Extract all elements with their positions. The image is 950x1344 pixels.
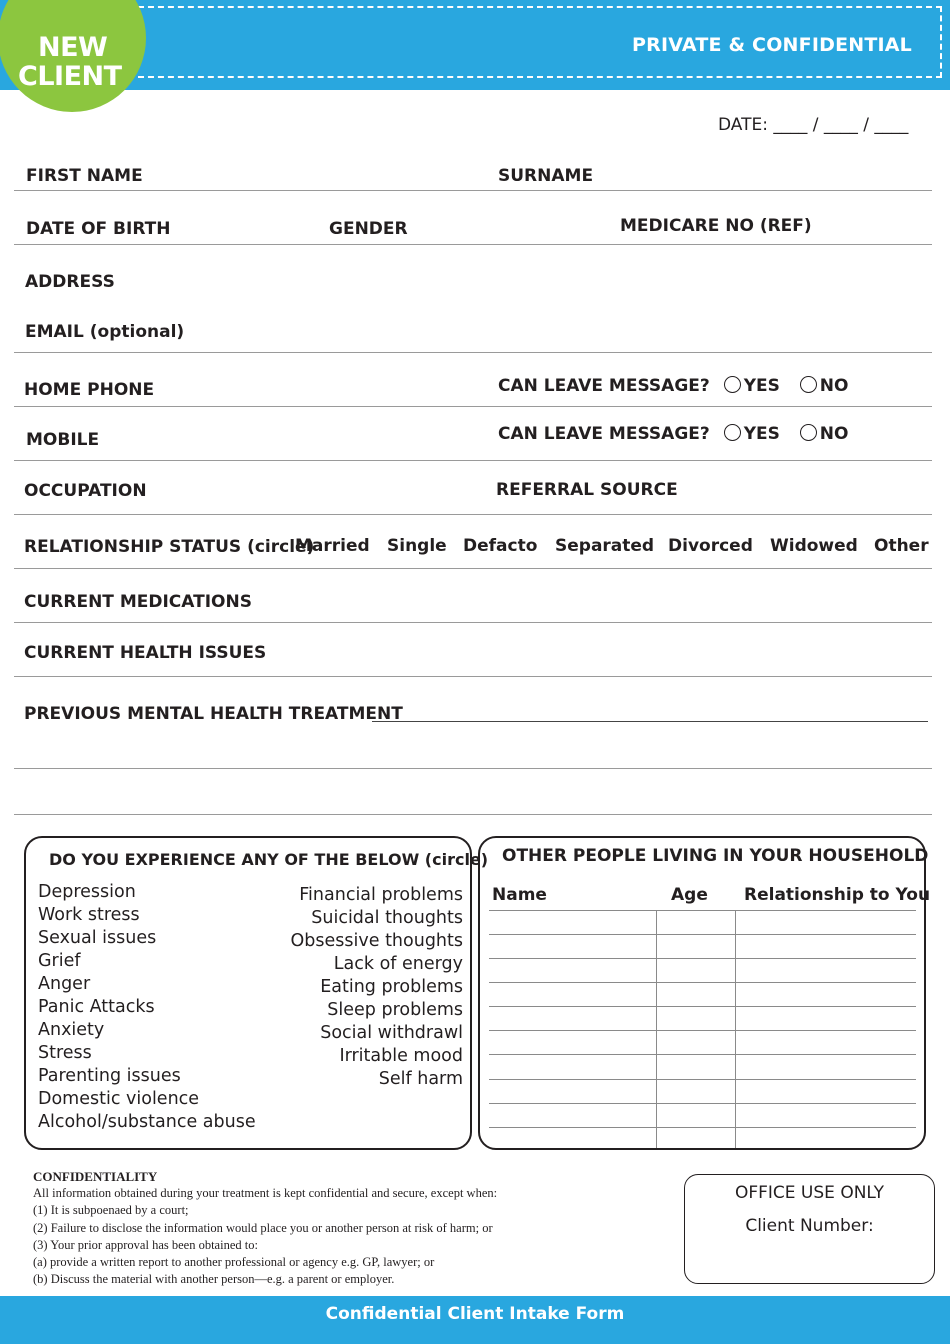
symptom-grief[interactable]: Grief [38, 951, 81, 971]
previous-treatment-line-3[interactable] [14, 814, 932, 815]
header-dashed-border-right [940, 6, 942, 78]
occupation-label: OCCUPATION [24, 481, 147, 501]
current-medications-line[interactable] [14, 622, 932, 623]
symptom-anxiety[interactable]: Anxiety [38, 1020, 105, 1040]
previous-treatment-inline-line[interactable] [372, 721, 928, 722]
home-phone-label: HOME PHONE [24, 380, 155, 400]
current-health-issues-label: CURRENT HEALTH ISSUES [24, 643, 267, 663]
household-row[interactable] [489, 958, 916, 959]
client-number-label[interactable]: Client Number: [745, 1216, 874, 1236]
relationship-option-separated[interactable]: Separated [555, 536, 655, 556]
symptom-domestic-violence[interactable]: Domestic violence [38, 1089, 200, 1109]
symptoms-title: DO YOU EXPERIENCE ANY OF THE BELOW (circle) [49, 850, 489, 869]
dob-label: DATE OF BIRTH [26, 219, 171, 239]
no-label: NO [819, 376, 849, 396]
household-col-divider [656, 910, 657, 1148]
medicare-label: MEDICARE NO (REF) [620, 216, 812, 236]
mobile-message-no-option[interactable] [800, 424, 849, 444]
symptom-lack-of-energy[interactable]: Lack of energy [333, 954, 463, 974]
relationship-status-label: RELATIONSHIP STATUS (circle) [24, 537, 315, 557]
badge-line-2: CLIENT [18, 61, 122, 92]
relationship-option-married[interactable]: Married [295, 536, 370, 556]
symptom-sexual-issues[interactable]: Sexual issues [38, 928, 157, 948]
confidentiality-line: (a) provide a written report to another professional or agency e.g. GP, lawyer; or [33, 1255, 435, 1270]
household-row[interactable] [489, 934, 916, 935]
relationship-option-widowed[interactable]: Widowed [770, 536, 858, 556]
symptom-work-stress[interactable]: Work stress [38, 905, 140, 925]
symptom-stress[interactable]: Stress [38, 1043, 92, 1063]
household-col-relationship: Relationship to You [744, 885, 931, 905]
household-row[interactable] [489, 1054, 916, 1055]
household-col-divider [735, 910, 736, 1148]
yes-label: YES [743, 424, 780, 444]
symptom-parenting-issues[interactable]: Parenting issues [38, 1066, 181, 1086]
home-phone-line[interactable] [14, 406, 932, 407]
dob-line[interactable] [14, 244, 932, 245]
address-label: ADDRESS [25, 272, 115, 292]
household-row[interactable] [489, 1030, 916, 1031]
confidentiality-title: CONFIDENTIALITY [33, 1169, 158, 1184]
confidentiality-line: (3) Your prior approval has been obtained to: [33, 1237, 258, 1252]
symptom-sleep-problems[interactable]: Sleep problems [327, 1000, 463, 1020]
confidentiality-section [33, 1168, 497, 1288]
confidentiality-line: (2) Failure to disclose the information would place you or another person at risk of harm; or [33, 1220, 493, 1235]
symptom-anger[interactable]: Anger [38, 974, 91, 994]
gender-label: GENDER [329, 219, 408, 239]
relationship-line [14, 568, 932, 569]
household-row[interactable] [489, 1127, 916, 1128]
email-line[interactable] [14, 352, 932, 353]
radio-circle-icon[interactable] [724, 376, 741, 393]
relationship-option-other[interactable]: Other [874, 536, 929, 556]
symptom-irritable-mood[interactable]: Irritable mood [339, 1046, 463, 1066]
radio-circle-icon[interactable] [724, 424, 741, 441]
symptom-social-withdrawl[interactable]: Social withdrawl [320, 1023, 463, 1043]
no-label: NO [819, 424, 849, 444]
household-row[interactable] [489, 1079, 916, 1080]
household-row[interactable] [489, 1103, 916, 1104]
header-title: PRIVATE & CONFIDENTIAL [632, 34, 912, 56]
header-dashed-border-top [138, 6, 942, 8]
referral-source-label: REFERRAL SOURCE [496, 480, 678, 500]
symptom-self-harm[interactable]: Self harm [378, 1069, 463, 1089]
household-col-name: Name [492, 885, 547, 905]
first-name-line[interactable] [14, 190, 932, 191]
household-row[interactable] [489, 982, 916, 983]
symptom-alcohol-substance-abuse[interactable]: Alcohol/substance abuse [38, 1112, 256, 1132]
mobile-message-label: CAN LEAVE MESSAGE? [498, 424, 710, 444]
confidentiality-line: (1) It is subpoenaed by a court; [33, 1203, 189, 1218]
first-name-label: FIRST NAME [26, 166, 143, 186]
mobile-message-question [498, 424, 848, 444]
symptom-obsessive-thoughts[interactable]: Obsessive thoughts [290, 931, 463, 951]
home-message-question [498, 376, 848, 396]
relationship-option-defacto[interactable]: Defacto [463, 536, 538, 556]
radio-circle-icon[interactable] [800, 424, 817, 441]
surname-label: SURNAME [498, 166, 594, 186]
occupation-line[interactable] [14, 514, 932, 515]
household-row[interactable] [489, 1006, 916, 1007]
date-field[interactable]: DATE: ____ / ____ / ____ [718, 115, 909, 135]
current-health-issues-line[interactable] [14, 676, 932, 677]
symptom-suicidal-thoughts[interactable]: Suicidal thoughts [311, 908, 463, 928]
home-message-label: CAN LEAVE MESSAGE? [498, 376, 710, 396]
email-label: EMAIL (optional) [25, 322, 185, 342]
radio-circle-icon[interactable] [800, 376, 817, 393]
confidentiality-line: (b) Discuss the material with another person—e.g. a parent or employer. [33, 1272, 395, 1287]
yes-label: YES [743, 376, 780, 396]
household-col-age: Age [671, 885, 708, 905]
previous-treatment-line-2[interactable] [14, 768, 932, 769]
symptom-eating-problems[interactable]: Eating problems [320, 977, 463, 997]
current-medications-label: CURRENT MEDICATIONS [24, 592, 252, 612]
confidentiality-line: All information obtained during your treatment is kept confidential and secure, except when: [33, 1186, 498, 1201]
home-message-yes-option[interactable] [724, 376, 780, 396]
mobile-line[interactable] [14, 460, 932, 461]
office-use-title: OFFICE USE ONLY [734, 1183, 885, 1203]
header-dashed-border-bottom [138, 76, 942, 78]
household-header-line [489, 910, 916, 911]
symptom-panic-attacks[interactable]: Panic Attacks [38, 997, 155, 1017]
mobile-message-yes-option[interactable] [724, 424, 780, 444]
home-message-no-option[interactable] [800, 376, 849, 396]
symptom-financial-problems[interactable]: Financial problems [299, 885, 463, 905]
relationship-option-divorced[interactable]: Divorced [668, 536, 753, 556]
relationship-option-single[interactable]: Single [387, 536, 447, 556]
footer-title: Confidential Client Intake Form [325, 1304, 625, 1324]
mobile-label: MOBILE [26, 430, 100, 450]
symptom-depression[interactable]: Depression [38, 882, 136, 902]
household-title: OTHER PEOPLE LIVING IN YOUR HOUSEHOLD [502, 846, 929, 866]
previous-treatment-label: PREVIOUS MENTAL HEALTH TREATMENT [24, 704, 403, 724]
badge-line-1: NEW [38, 32, 108, 63]
